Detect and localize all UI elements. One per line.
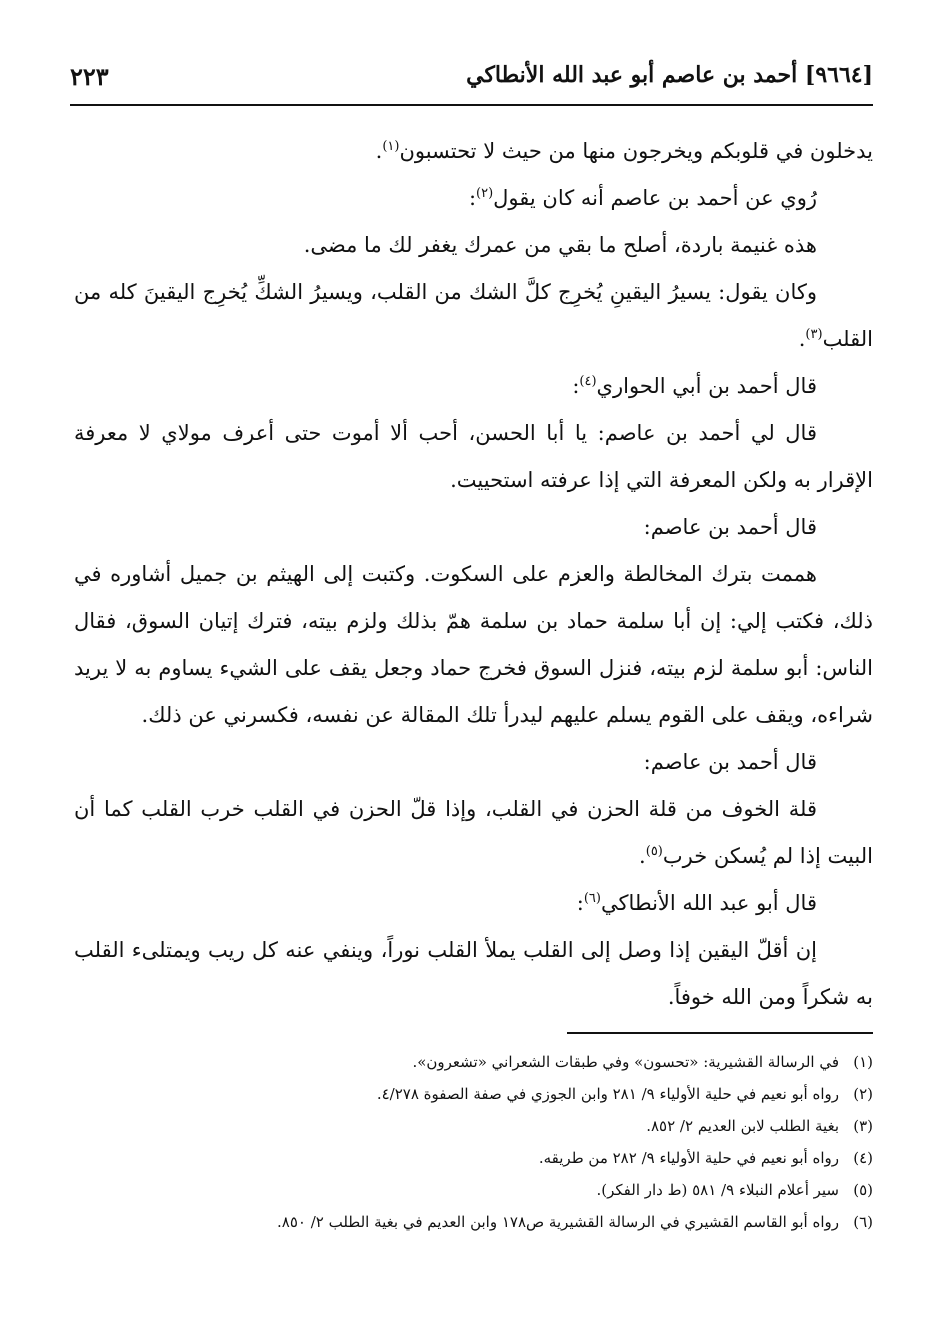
punctuation: : [572, 374, 580, 398]
footnote-separator [567, 1032, 873, 1034]
footnote-ref[interactable]: (٦) [583, 891, 601, 906]
footnote [74, 1110, 873, 1142]
paragraph-text: قال أبو عبد الله الأنطاكي [600, 891, 817, 915]
paragraph-text: هممت بترك المخالطة والعزم على السكوت. وكتبت إلى الهيثم بن جميل أشاوره في ذلك، فكتب إلي: إن أبا سلمة حماد بن سلمة همّ بذلك ولزم بيته، فترك إتيان السوق، فقال الناس: أبو سلمة لزم بيته، فنزل السوق فخرج حماد وجعل يقف على الشيء يساوم به لا يريد شراءه، ويقف على القوم يسلم عليهم ليدرأ تلك المقالة عن نفسه، فكسرني عن ذلك. [74, 562, 873, 727]
paragraph [74, 410, 873, 504]
footnote-ref[interactable]: (٢) [476, 186, 494, 201]
paragraph [74, 222, 873, 269]
punctuation: . [798, 327, 806, 351]
punctuation: . [375, 139, 383, 163]
paragraph [74, 786, 873, 880]
page-number: ٢٢٣ [70, 62, 109, 91]
paragraph-text: قلة الخوف من قلة الحزن في القلب، وإذا قلّ الحزن في القلب خرب القلب كما أن البيت إذا لم يُسكن خرب [74, 797, 873, 868]
main-text [74, 128, 873, 1021]
punctuation: . [639, 844, 646, 868]
paragraph-text: قال أحمد بن عاصم: [643, 515, 817, 539]
paragraph-text: رُوي عن أحمد بن عاصم أنه كان يقول [493, 186, 817, 210]
footnote-text: في الرسالة القشيرية: «تحسون» وفي طبقات الشعراني «تشعرون». [412, 1053, 839, 1071]
footnote-ref[interactable]: (٤) [579, 374, 597, 389]
footnote-ref[interactable]: (٣) [805, 327, 823, 342]
punctuation: : [468, 186, 477, 210]
paragraph [74, 128, 873, 175]
paragraph-text: إن أقلّ اليقين إذا وصل إلى القلب يملأ القلب نوراً، وينفي عنه كل ريب ويمتلىء القلب به شكراً ومن الله خوفاً. [74, 938, 873, 1009]
footnote-ref[interactable]: (١) [382, 139, 400, 154]
footnote-text: رواه أبو نعيم في حلية الأولياء ٩/ ٢٨١ وابن الجوزي في صفة الصفوة ٤/٢٧٨. [376, 1085, 839, 1103]
footnote [74, 1142, 873, 1174]
footnote-number: (٥) [853, 1181, 873, 1199]
running-title: [٩٦٦٤] أحمد بن عاصم أبو عبد الله الأنطاكي [466, 62, 873, 88]
footnote-text: رواه أبو نعيم في حلية الأولياء ٩/ ٢٨٢ من طريقه. [538, 1149, 839, 1167]
footnote-text: رواه أبو القاسم القشيري في الرسالة القشيرية ص١٧٨ وابن العديم في بغية الطلب ٢/ ٨٥٠. [276, 1213, 839, 1231]
footnote-number: (٣) [853, 1117, 873, 1135]
paragraph-text: وكان يقول: يسيرُ اليقينِ يُخرِج كلَّ الشك من القلب، ويسيرُ الشكِّ يُخرِج اليقينَ كله من القلب [74, 280, 873, 351]
punctuation: : [576, 891, 584, 915]
footnote [74, 1206, 873, 1238]
footnotes [74, 1046, 873, 1238]
paragraph [74, 927, 873, 1021]
footnote-number: (١) [853, 1053, 873, 1071]
footnote [74, 1078, 873, 1110]
paragraph [74, 739, 873, 786]
footnote-ref[interactable]: (٥) [645, 844, 663, 859]
footnote [74, 1046, 873, 1078]
paragraph [74, 551, 873, 739]
paragraph [74, 880, 873, 927]
paragraph-text: قال أحمد بن عاصم: [643, 750, 817, 774]
footnote-number: (٦) [853, 1213, 873, 1231]
footnote [74, 1174, 873, 1206]
footnote-text: سير أعلام النبلاء ٩/ ٥٨١ (ط دار الفكر). [596, 1181, 839, 1199]
paragraph [74, 363, 873, 410]
paragraph-text: قال أحمد بن أبي الحواري [596, 374, 817, 398]
paragraph-text: يدخلون في قلوبكم ويخرجون منها من حيث لا تحتسبون [399, 139, 873, 163]
footnote-number: (٢) [853, 1085, 873, 1103]
paragraph [74, 175, 873, 222]
footnote-number: (٤) [853, 1149, 873, 1167]
paragraph [74, 504, 873, 551]
footnote-text: بغية الطلب لابن العديم ٢/ ٨٥٢. [646, 1117, 839, 1135]
paragraph-text: قال لي أحمد بن عاصم: يا أبا الحسن، أحب ألا أموت حتى أعرف مولاي لا معرفة الإقرار به ولكن المعرفة التي إذا عرفته استحييت. [74, 421, 873, 492]
paragraph [74, 269, 873, 363]
paragraph-text: هذه غنيمة باردة، أصلح ما بقي من عمرك يغفر لك ما مضى. [303, 233, 817, 257]
page-header [70, 60, 873, 106]
